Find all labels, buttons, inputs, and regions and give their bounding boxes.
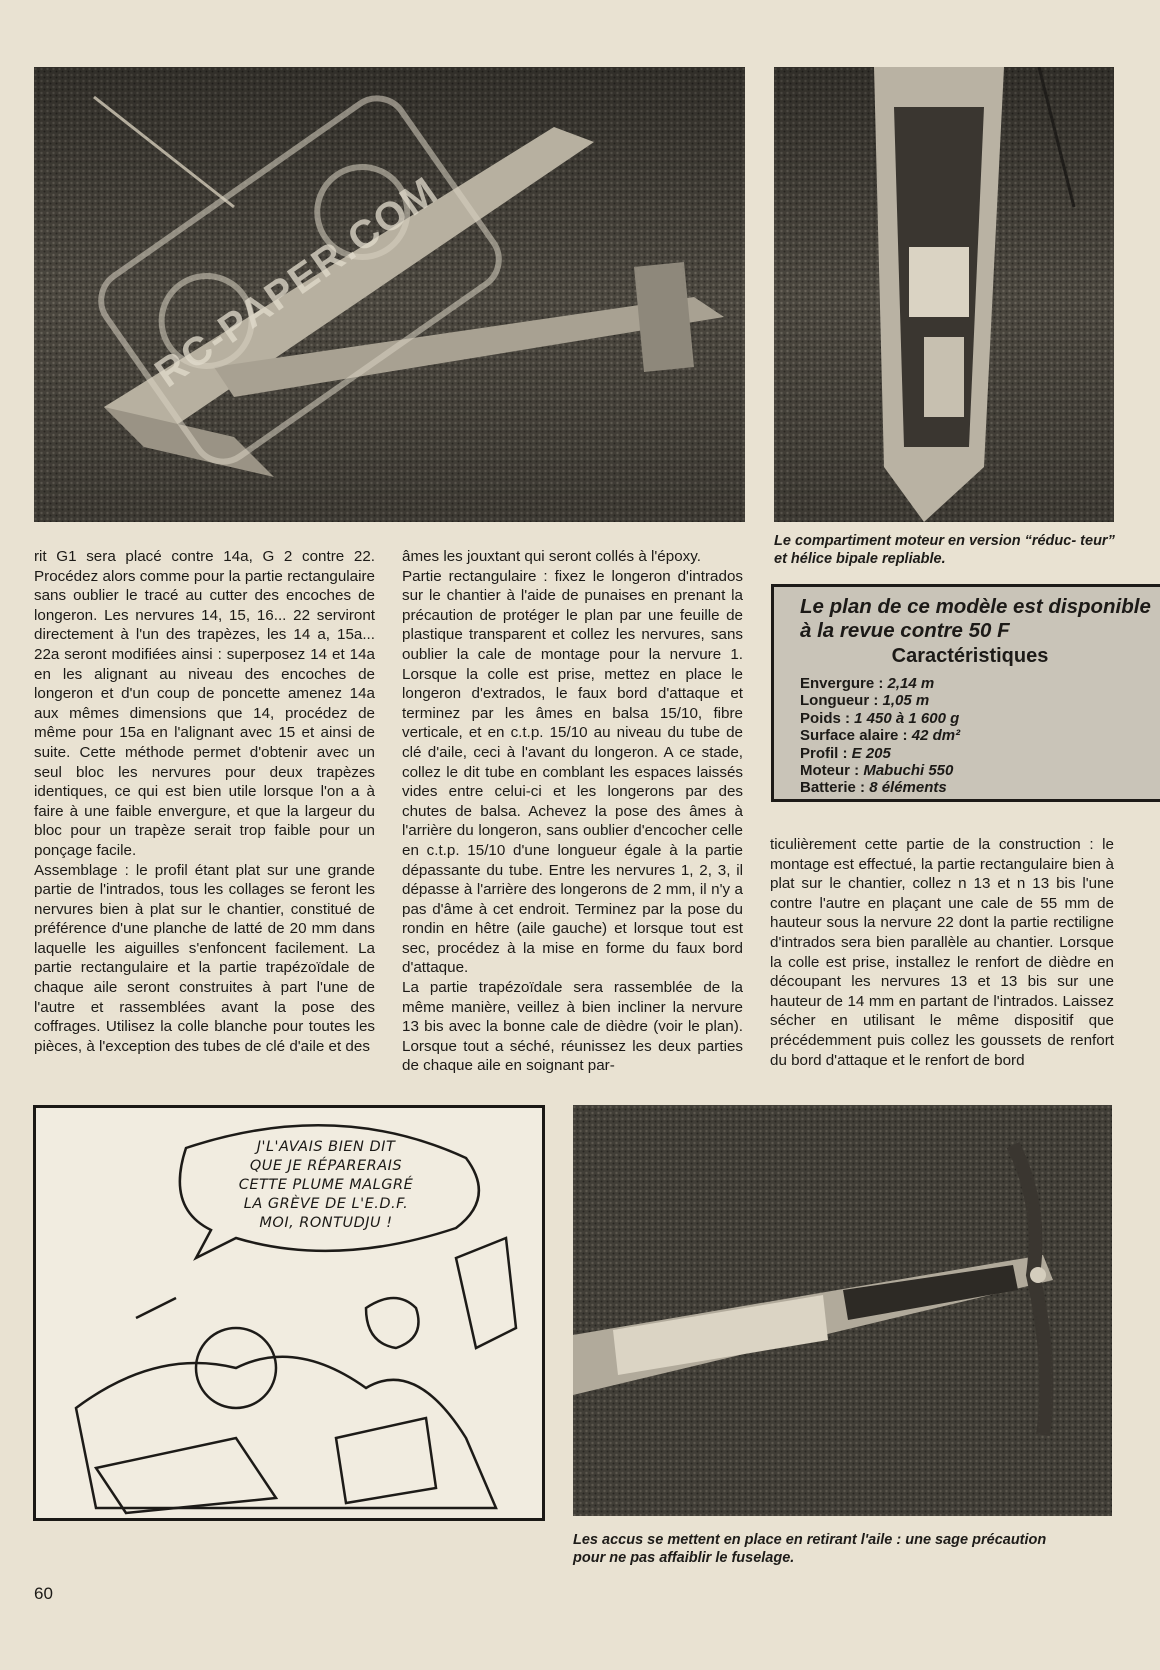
photo-fuselage-batteries: [573, 1105, 1112, 1516]
photo-motor-compartment: [774, 67, 1114, 522]
spec-row: Moteur : Mabuchi 550: [800, 762, 954, 780]
cartoon-illustration: [33, 1105, 545, 1521]
spec-row: Poids : 1 450 à 1 600 g: [800, 709, 960, 727]
spec-row: Surface alaire : 42 dm²: [800, 727, 961, 745]
paragraph: La partie trapézoïdale sera rassemblée de la même manière, veillez à bien incliner la nervure 13 bis avec la bonne cale de dièdre (voir le plan). Lorsque tout a séché, réunissez les deux parties de chaque aile en soignant par-: [402, 979, 743, 1075]
speech-bubble: J'L'AVAIS BIEN DIT QUE JE RÉPARERAIS CETTE PLUME MALGRÉ LA GRÈVE DE L'E.D.F. MOI, RONTUDJU !: [238, 1139, 414, 1231]
text-column-3: [770, 835, 1114, 1070]
text-column-2: [402, 547, 743, 1076]
paragraph: âmes les jouxtant qui seront collés à l'époxy.: [402, 548, 701, 565]
paragraph: Partie rectangulaire : fixez le longeron d'intrados sur le chantier à l'aide de punaises en prenant la précaution de protéger le plan par une feuille de plastique transparent et collez les nervures, sans oublier la cale de montage pour la nervure 1. Lorsque la colle est prise, mettez en place le longeron d'extrados, le faux bord d'attaque et terminez par les âmes en balsa 15/10, fibre verticale, et en c.t.p. 15/10 au niveau du tube de clé d'aile, ceci à l'avant du longeron. A ce stade, collez le dit tube en comblant les espaces laissés vides entre celui-ci et les longerons par des chutes de balsa. Achevez la pose des âmes à l'arrière du longeron, sans oublier d'encocher celle en c.t.p. 15/10 d'une longueur égale à la partie dépassante du tube. Entre les nervures 1, 2, 3, il dépasse à l'arrière des longerons de 2 mm, il n'y a pas d'âme à cet endroit. Terminez par la pose du rondin en hêtre (aile gauche) et lorsque tout est sec, procédez à la mise en forme du faux bord d'attaque.: [402, 567, 743, 977]
text-column-1: [34, 547, 375, 1056]
caption-batteries: Les accus se mettent en place en retirant l'aile : une sage précaution pour ne pas affaiblir le fuselage.: [573, 1532, 1047, 1566]
specs-title: Caractéristiques: [891, 645, 1049, 667]
paragraph: Assemblage : le profil étant plat sur une grande partie de l'intrados, tous les collages se feront les nervures bien à plat sur le chantier, constitué de préférence d'une planche de latté de 20 mm dans laquelle les aiguilles s'enfoncent facilement. La partie rectangulaire et la partie trapézoïdale de chaque aile seront construites à part l'une de l'autre et rassemblées avant la pose des coffrages. Utilisez la colle blanche pour toutes les pièces, à l'exception des tubes de clé d'aile et des: [34, 861, 375, 1055]
spec-row: Longueur : 1,05 m: [800, 692, 930, 710]
spec-row: Envergure : 2,14 m: [800, 675, 935, 692]
spec-row: Batterie : 8 éléments: [800, 779, 947, 797]
watermark-stamp: [90, 90, 510, 470]
paragraph: ticulièrement cette partie de la construction : le montage est effectué, la partie rectangulaire bien à plat sur le chantier, collez n 13 et n 13 bis l'une contre l'autre en plaçant une cale de 55 mm de hauteur sous la nervure 22 dont la partie rectiligne d'intrados sera bien parallèle au chantier. Lorsque la colle est prise, installez le renfort de dièdre en découpant les nervures 13 et 13 bis sur une hauteur de 14 mm en partant de l'intrados. Laissez sécher en utilisant le même dispositif que précédemment puis collez les goussets de renfort du bord d'attaque et le renfort de bord: [770, 836, 1114, 1069]
caption-motor: Le compartiment moteur en version “réduc- teur” et hélice bipale repliable.: [774, 533, 1115, 567]
page-number: 60: [34, 1584, 53, 1603]
specs-box: [771, 584, 1160, 802]
watermark-text: RC-PAPER.COM: [147, 168, 447, 397]
spec-row: Profil : E 205: [800, 744, 891, 762]
plan-availability-headline: Le plan de ce modèle est disponible à la revue contre 50 F: [800, 595, 1151, 642]
paragraph: rit G1 sera placé contre 14a, G 2 contre 22. Procédez alors comme pour la partie rectangulaire sans oublier le tracé au cutter des encoches de longeron. Les nervures 14, 15, 16... 22 serviront directement à l'un des trapèzes, les 14 a, 15a... 22a seront modifiées ainsi : superposez 14 et 14a en les alignant au niveau des encoches de longeron et d'un coup de poncette amenez 14a aux mêmes dimensions que 14, procédez de même pour 15a en l'alignant avec 15 et ainsi de suite. Cette méthode permet d'obtenir avec un seul bloc les nervures pour deux trapèzes identiques, ce qui est bien utile lorsque l'on a à faire à une faible envergure, et que la largeur du bloc pour un trapèze serait trop faible pour un ponçage facile.: [34, 548, 375, 859]
